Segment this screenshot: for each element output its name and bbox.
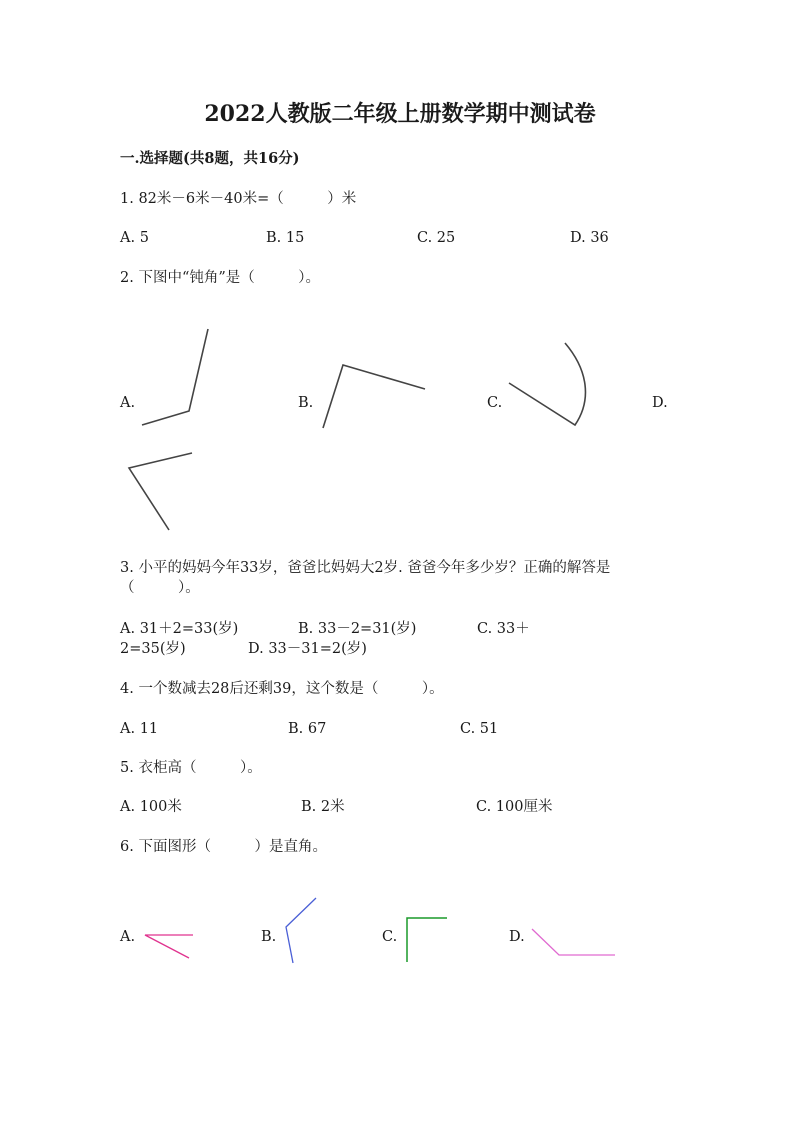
q3-option-a[interactable]: A. 31＋2=33(岁): [120, 621, 239, 637]
q2-option-d[interactable]: D.: [652, 395, 668, 411]
q6-angle-c: [407, 918, 447, 962]
q2-angle-c: [509, 343, 585, 425]
question-4-stem: 4. 一个数减去28后还剩39，这个数是（ ）。: [120, 681, 444, 697]
q4-option-a[interactable]: A. 11: [120, 721, 159, 737]
q2-angle-b: [323, 365, 425, 428]
q3-option-b[interactable]: B. 33－2=31(岁): [298, 621, 417, 637]
question-6-stem: 6. 下面图形（ ）是直角。: [120, 839, 327, 855]
q1-option-d[interactable]: D. 36: [570, 230, 609, 246]
q1-option-b[interactable]: B. 15: [266, 230, 305, 246]
q6-option-c[interactable]: C.: [382, 929, 398, 945]
q6-angle-a: [145, 935, 193, 958]
q3-option-c-cont[interactable]: 2=35(岁): [120, 641, 186, 657]
q4-option-c[interactable]: C. 51: [460, 721, 499, 737]
q3-option-d[interactable]: D. 33－31=2(岁): [248, 641, 367, 657]
section-heading: 一.选择题(共8题，共16分): [120, 150, 300, 167]
q6-angle-d: [532, 929, 615, 955]
q1-option-a[interactable]: A. 5: [120, 230, 149, 246]
q5-option-b[interactable]: B. 2米: [301, 799, 345, 815]
q2-option-c[interactable]: C.: [487, 395, 503, 411]
q2-angle-d: [129, 453, 192, 530]
q5-option-a[interactable]: A. 100米: [120, 799, 182, 815]
q2-angle-a: [142, 329, 208, 425]
question-1-stem: 1. 82米－6米－40米=（ ）米: [120, 191, 357, 207]
page-title: 2022人教版二年级上册数学期中测试卷: [204, 101, 596, 127]
q5-option-c[interactable]: C. 100厘米: [476, 799, 553, 815]
q2-option-a[interactable]: A.: [120, 395, 136, 411]
q6-option-d[interactable]: D.: [509, 929, 525, 945]
q4-option-b[interactable]: B. 67: [288, 721, 327, 737]
q6-option-a[interactable]: A.: [120, 929, 136, 945]
question-2-stem: 2. 下图中“钝角”是（ ）。: [120, 270, 321, 286]
q1-option-c[interactable]: C. 25: [417, 230, 456, 246]
question-5-stem: 5. 衣柜高（ ）。: [120, 760, 262, 776]
q6-option-b[interactable]: B.: [261, 929, 277, 945]
question-3-stem-cont: （ ）。: [120, 580, 200, 596]
q2-option-b[interactable]: B.: [298, 395, 314, 411]
q6-angle-b: [286, 898, 316, 963]
q3-option-c[interactable]: C. 33＋: [477, 621, 530, 637]
question-3-stem: 3. 小平的妈妈今年33岁，爸爸比妈妈大2岁. 爸爸今年多少岁？正确的解答是: [120, 560, 611, 576]
